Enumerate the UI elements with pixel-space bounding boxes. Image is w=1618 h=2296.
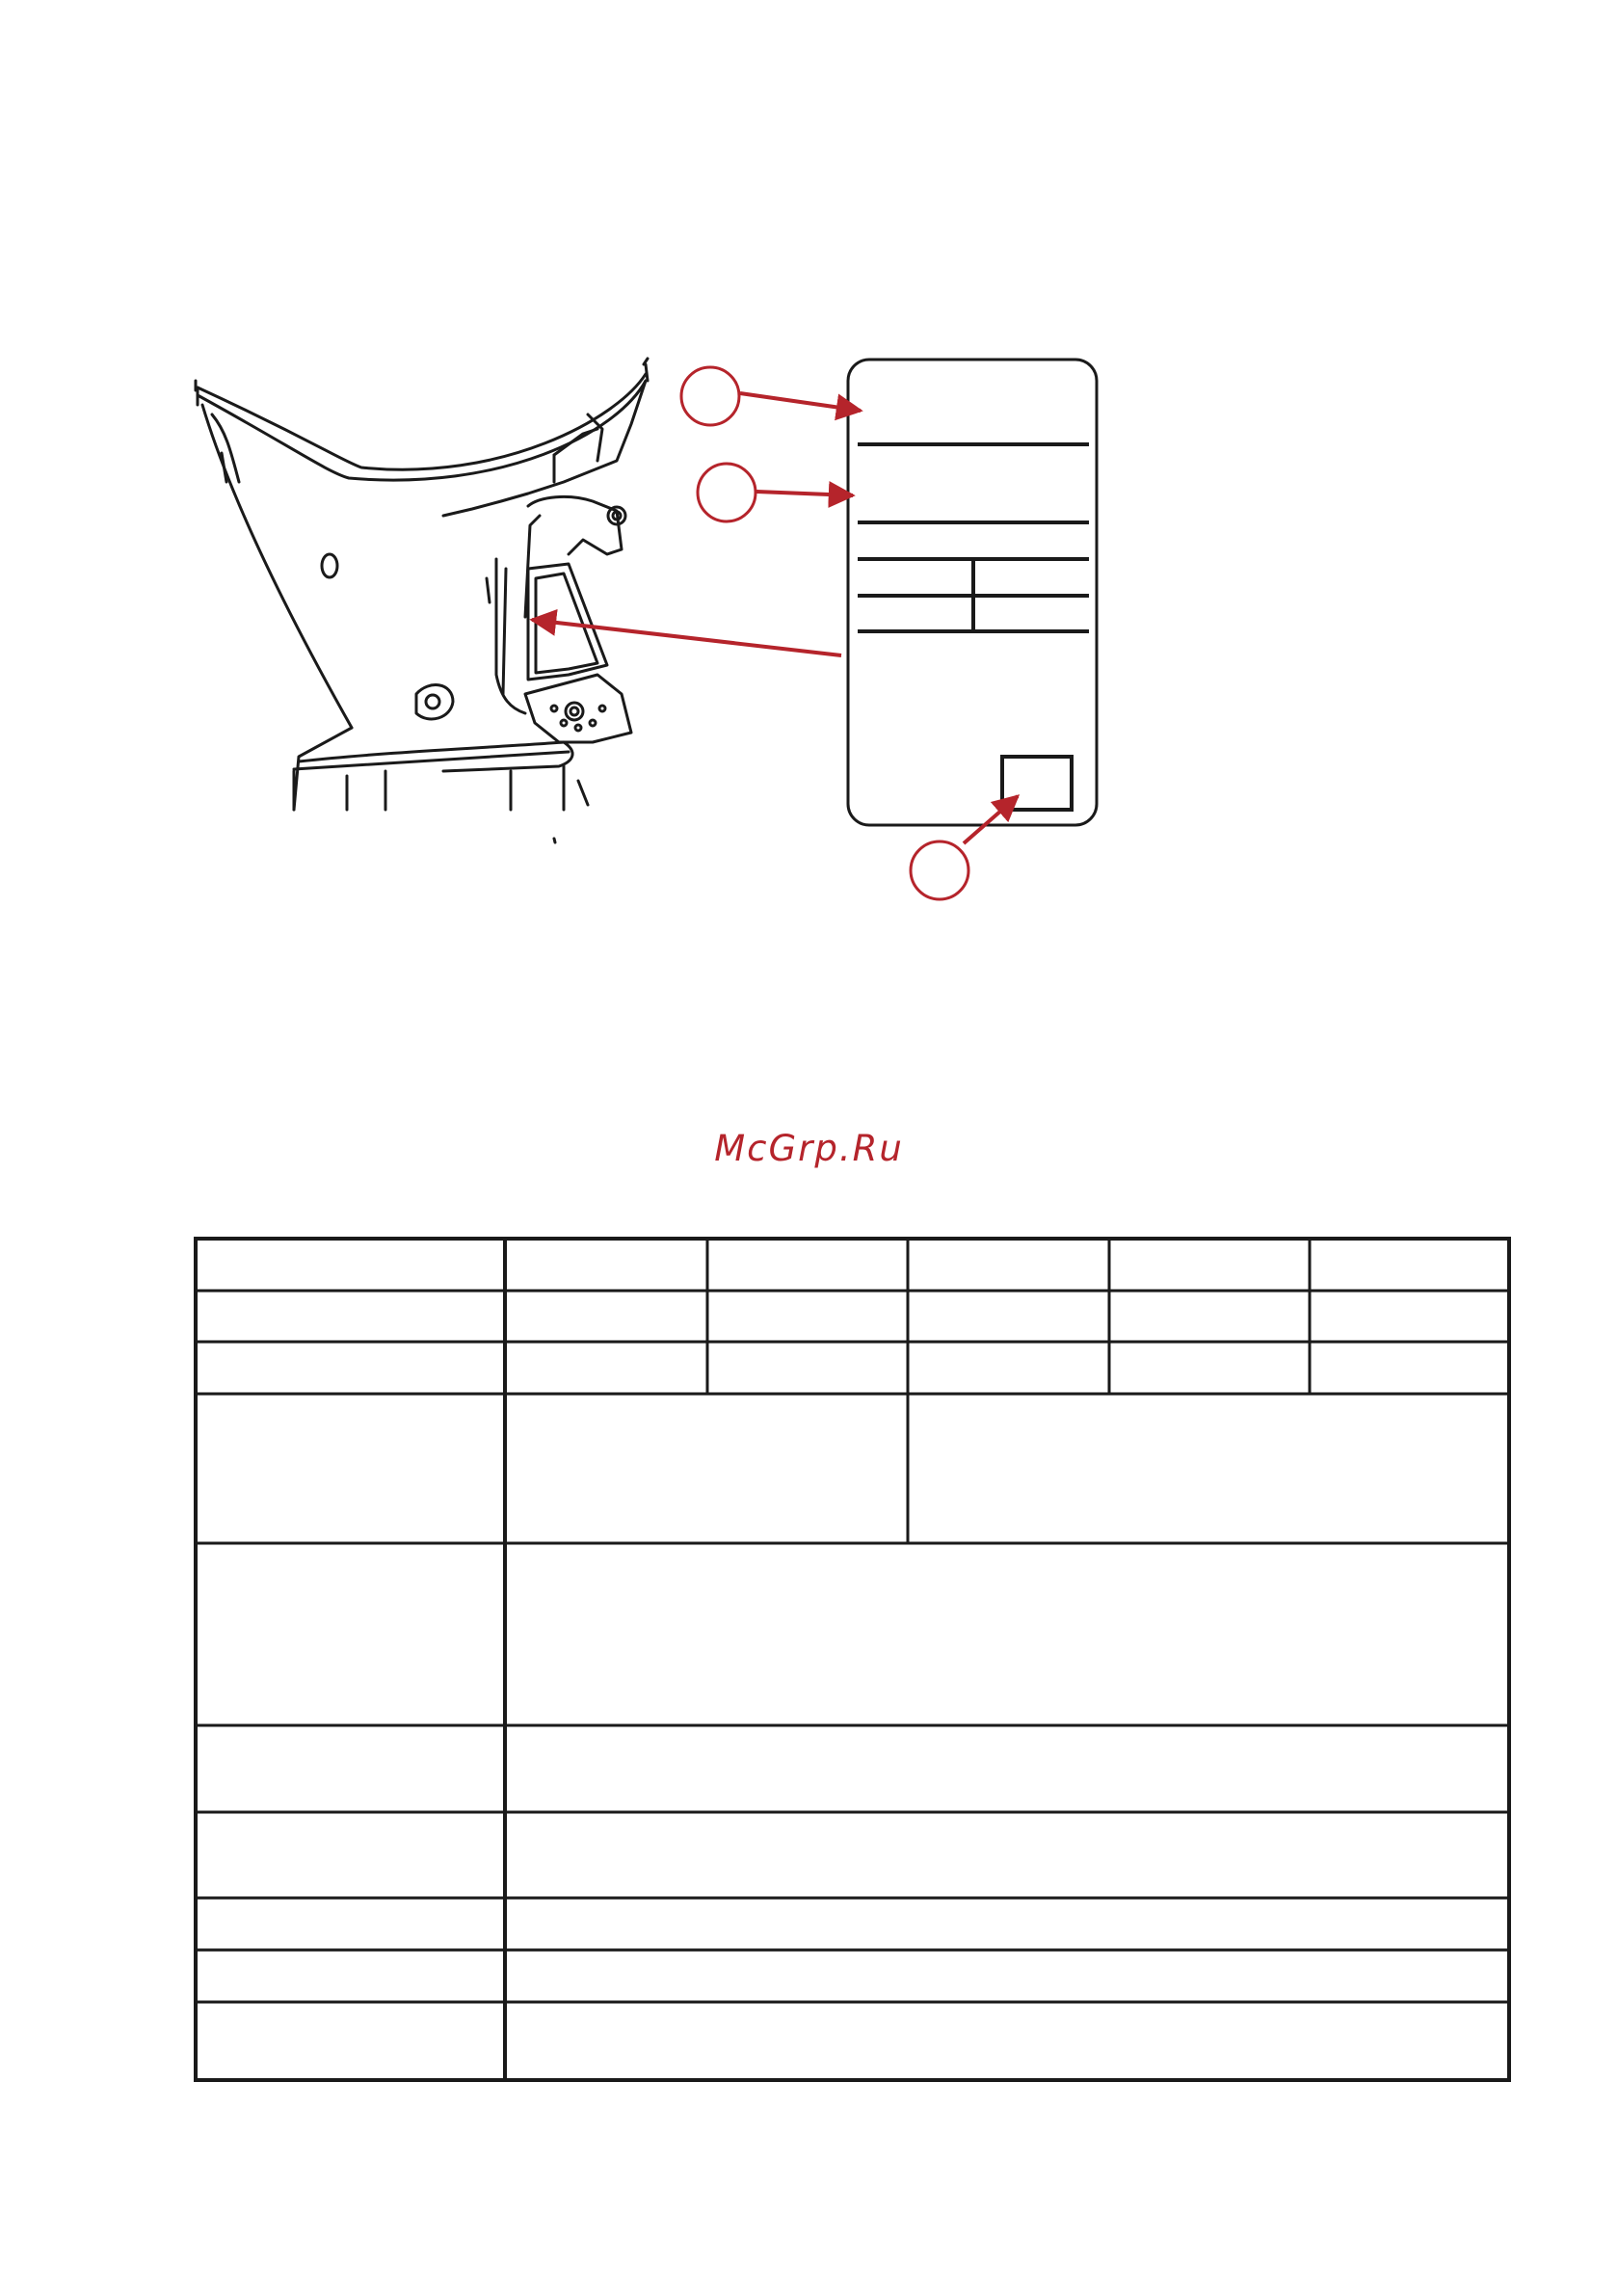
watermark-text: McGrp.Ru [714, 1128, 904, 1169]
serial-decal-diagram [848, 360, 1097, 825]
table-frame [196, 1239, 1509, 2080]
callout-3 [911, 841, 968, 899]
specification-table [194, 1237, 1511, 2082]
outboard-motor-drawing [196, 359, 648, 842]
callout-1 [681, 367, 739, 425]
callout-arrows [532, 393, 1018, 843]
outboard-decal-illustration [0, 0, 1618, 964]
callout-2 [698, 464, 756, 521]
